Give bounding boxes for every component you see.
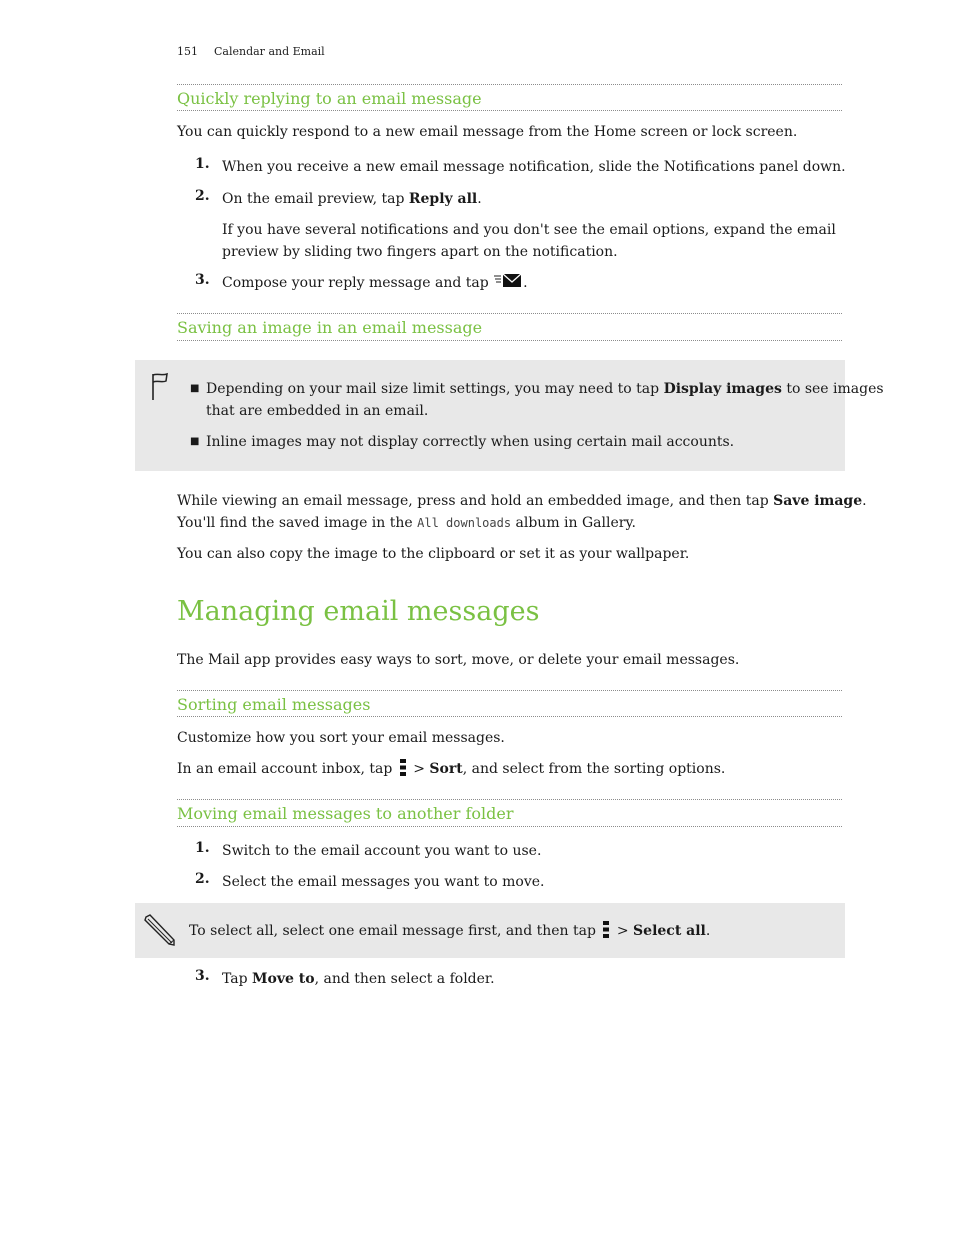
section-heading-moving: Moving email messages to another folder — [177, 804, 514, 823]
step-note-line: preview by sliding two fingers apart on the notification. — [222, 244, 618, 260]
bullet: ■ — [190, 436, 200, 447]
page-number: 151 — [177, 45, 198, 58]
save-image-paragraph: You can also copy the image to the clipboard or set it as your wallpaper. — [177, 546, 690, 562]
divider — [177, 110, 842, 111]
step-text: Select the email messages you want to move. — [222, 874, 545, 890]
flag-icon — [150, 372, 170, 402]
step-number: 2. — [195, 871, 210, 887]
divider — [177, 340, 842, 341]
kebab-menu-icon — [400, 759, 406, 776]
quick-reply-intro: You can quickly respond to a new email message from the Home screen or lock screen. — [177, 124, 798, 140]
step-text: When you receive a new email message notification, slide the Notifications panel down. — [222, 159, 846, 175]
note-bullet-text: Inline images may not display correctly when using certain mail accounts. — [206, 434, 735, 450]
send-icon — [493, 273, 523, 288]
managing-intro: The Mail app provides easy ways to sort, move, or delete your email messages. — [177, 652, 740, 668]
step-text: Switch to the email account you want to use. — [222, 843, 542, 859]
pencil-icon — [142, 913, 176, 947]
step-text: Compose your reply message and tap . — [222, 275, 528, 291]
note-bullet-text: Depending on your mail size limit settings, you may need to tap Display images to see images — [206, 381, 884, 397]
section-heading-quick-reply: Quickly replying to an email message — [177, 89, 482, 108]
step-number: 3. — [195, 968, 210, 984]
divider — [177, 84, 842, 85]
step-note-line: If you have several notifications and you don't see the email options, expand the email — [222, 222, 836, 238]
step-number: 2. — [195, 188, 210, 204]
sorting-paragraph: In an email account inbox, tap > Sort, and select from the sorting options. — [177, 761, 726, 777]
chapter-title: Calendar and Email — [214, 45, 325, 58]
sorting-paragraph: Customize how you sort your email messages. — [177, 730, 505, 746]
save-image-paragraph: You'll find the saved image in the All downloads album in Gallery. — [177, 515, 636, 531]
save-image-paragraph: While viewing an email message, press and hold an embedded image, and then tap Save image. — [177, 493, 867, 509]
step-number: 1. — [195, 156, 210, 172]
section-heading-sorting: Sorting email messages — [177, 695, 371, 714]
divider — [177, 826, 842, 827]
tip-text: To select all, select one email message first, and then tap > Select all. — [189, 923, 711, 939]
divider — [177, 799, 842, 800]
divider — [177, 716, 842, 717]
divider — [177, 313, 842, 314]
step-number: 3. — [195, 272, 210, 288]
step-text: Tap Move to, and then select a folder. — [222, 971, 495, 987]
bullet: ■ — [190, 383, 200, 394]
chapter-heading-managing: Managing email messages — [177, 596, 540, 627]
section-heading-save-image: Saving an image in an email message — [177, 318, 483, 337]
step-number: 1. — [195, 840, 210, 856]
note-bullet-text: that are embedded in an email. — [206, 403, 429, 419]
step-text: On the email preview, tap Reply all. — [222, 191, 482, 207]
kebab-menu-icon — [603, 921, 609, 938]
divider — [177, 690, 842, 691]
